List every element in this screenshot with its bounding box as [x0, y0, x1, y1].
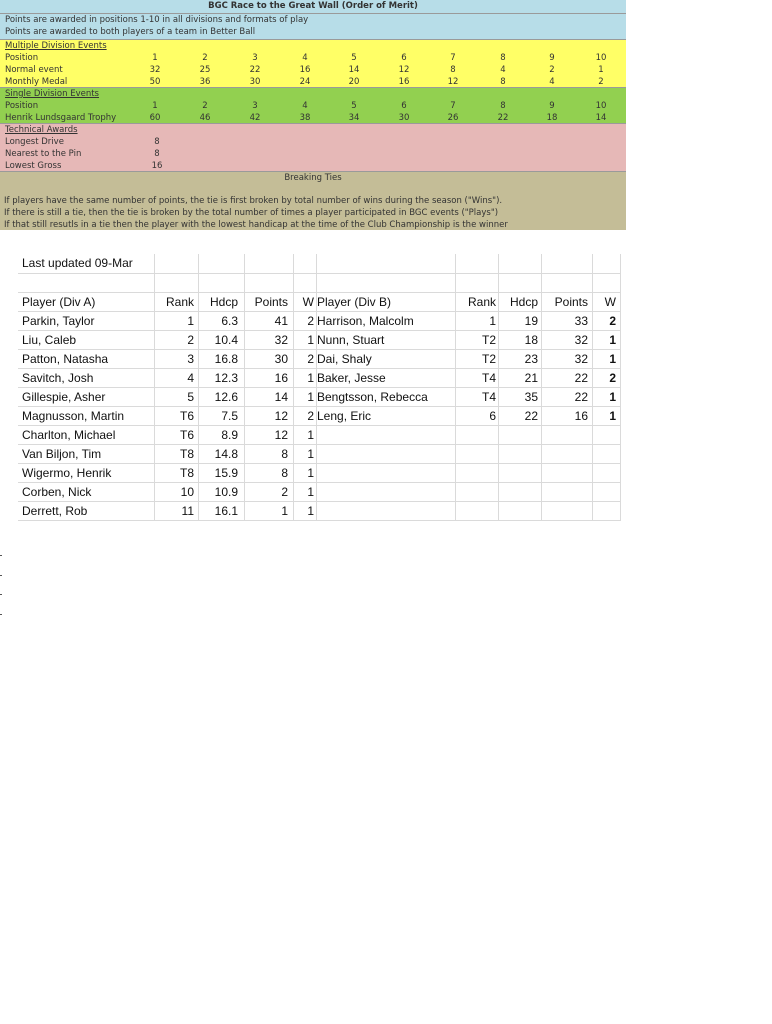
cell-w-a: 2	[307, 352, 314, 366]
rule-value: 16	[398, 77, 410, 87]
cell-points-b: 22	[574, 371, 588, 385]
cell-points-a: 12	[274, 428, 288, 442]
rule-value: 20	[348, 77, 360, 87]
rule-value: 25	[199, 65, 211, 75]
header-rank-b: Rank	[467, 295, 496, 309]
cell-w-a: 1	[307, 390, 314, 404]
rule-value: 14	[595, 113, 607, 123]
cell-hdcp-b: 35	[524, 390, 538, 404]
rule-value: 22	[497, 113, 509, 123]
header-rank-a: Rank	[165, 295, 194, 309]
multiple-position-row: Position 1 2 3 4 5 6 7 8 9 10	[0, 52, 626, 64]
cell-rank-a: T8	[179, 447, 194, 461]
cell-player-b: Dai, Shaly	[317, 352, 372, 366]
intro-line: Points are awarded to both players of a team in Better Ball	[5, 27, 256, 37]
grid-line	[293, 254, 294, 521]
award-value: 8	[154, 137, 160, 147]
table-row	[18, 407, 620, 426]
rule-value: 3	[252, 101, 258, 111]
cell-rank-a: 5	[187, 390, 194, 404]
rule-value: 2	[598, 77, 604, 87]
cell-player-a: Liu, Caleb	[22, 333, 77, 347]
single-position-row: Position 1 2 3 4 5 6 7 8 9 10	[0, 100, 626, 112]
cell-hdcp-a: 12.3	[214, 371, 238, 385]
cell-points-a: 1	[281, 504, 288, 518]
updated-row	[18, 254, 620, 274]
header-player-b: Player (Div B)	[317, 295, 392, 309]
award-label: Nearest to the Pin	[5, 149, 82, 159]
cell-hdcp-a: 7.5	[221, 409, 238, 423]
cell-hdcp-a: 10.4	[214, 333, 238, 347]
cell-player-b: Nunn, Stuart	[317, 333, 385, 347]
cell-player-a: Derrett, Rob	[22, 504, 88, 518]
rule-value: 8	[500, 53, 506, 63]
cell-points-a: 41	[274, 314, 288, 328]
cell-w-a: 1	[307, 485, 314, 499]
cell-rank-a: 11	[181, 504, 194, 518]
cell-player-b: Harrison, Malcolm	[317, 314, 414, 328]
cell-hdcp-b: 23	[524, 352, 538, 366]
cell-rank-b: T2	[481, 333, 496, 347]
rule-value: 6	[401, 53, 407, 63]
rule-value: 32	[149, 65, 161, 75]
cell-w-b: 1	[609, 352, 616, 366]
rule-value: 2	[202, 53, 208, 63]
award-value: 8	[154, 149, 160, 159]
rule-value: 1	[598, 65, 604, 75]
cell-hdcp-b: 19	[524, 314, 538, 328]
rules-sheet	[0, 0, 626, 230]
cell-hdcp-a: 15.9	[214, 466, 238, 480]
breaking-ties-band	[0, 171, 626, 230]
award-label: Longest Drive	[5, 137, 64, 147]
table-row	[18, 312, 620, 331]
cell-hdcp-a: 12.6	[214, 390, 238, 404]
rule-value: 12	[447, 77, 459, 87]
cell-rank-a: 10	[180, 485, 194, 499]
header-w-b: W	[604, 295, 616, 309]
cell-w-a: 1	[307, 428, 314, 442]
grid-line	[498, 254, 499, 521]
cell-player-b: Baker, Jesse	[317, 371, 386, 385]
cell-hdcp-b: 22	[524, 409, 538, 423]
table-row	[18, 464, 620, 483]
award-value: 16	[151, 161, 163, 171]
cell-rank-b: T4	[481, 371, 496, 385]
cell-rank-b: 1	[489, 314, 496, 328]
single-division-heading: Single Division Events	[5, 89, 99, 99]
header-hdcp-a: Hdcp	[209, 295, 238, 309]
rule-value: 8	[500, 101, 506, 111]
cell-points-b: 16	[574, 409, 588, 423]
table-row	[18, 388, 620, 407]
rule-value: 3	[252, 53, 258, 63]
header-w-a: W	[302, 295, 314, 309]
header-points-a: Points	[254, 295, 288, 309]
cell-w-a: 1	[307, 447, 314, 461]
rule-value: 6	[401, 101, 407, 111]
last-updated: Last updated 09-Mar	[22, 256, 133, 270]
tie-rule-line: If players have the same number of points, the tie is first broken by total number of wins during the season ("Wins").	[4, 196, 503, 206]
cell-rank-a: T6	[179, 409, 194, 423]
header-row	[18, 293, 620, 312]
header-hdcp-b: Hdcp	[509, 295, 538, 309]
grid-line	[154, 254, 155, 521]
single-division-band	[0, 87, 626, 123]
rule-value: 9	[549, 101, 555, 111]
cell-player-a: Van Biljon, Tim	[22, 447, 102, 461]
normal-event-row: Normal event 32 25 22 16 14 12 8 4 2 1	[0, 64, 626, 76]
cell-player-a: Gillespie, Asher	[22, 390, 106, 404]
rule-value: 1	[152, 53, 158, 63]
cell-rank-a: 4	[187, 371, 194, 385]
cell-points-a: 8	[281, 447, 288, 461]
cell-w-a: 2	[307, 409, 314, 423]
intro-line: Points are awarded in positions 1-10 in all divisions and formats of play	[5, 15, 309, 25]
grid-line	[541, 254, 542, 521]
cell-player-b: Leng, Eric	[317, 409, 372, 423]
cell-points-b: 33	[574, 314, 588, 328]
cell-hdcp-a: 8.9	[221, 428, 238, 442]
rule-value: 10	[595, 101, 607, 111]
grid-line	[592, 254, 593, 521]
rule-value: 26	[447, 113, 459, 123]
table-row	[18, 426, 620, 445]
rule-value: 2	[549, 65, 555, 75]
grid-line	[244, 254, 245, 521]
cell-points-b: 32	[574, 333, 588, 347]
rule-value: 10	[595, 53, 607, 63]
rule-value: 46	[199, 113, 211, 123]
tie-rule-line: If that still resutls in a tie then the player with the lowest handicap at the time of the Club Championship is the winner	[4, 220, 508, 230]
multiple-division-heading: Multiple Division Events	[5, 41, 107, 51]
rule-value: 5	[351, 101, 357, 111]
cell-hdcp-a: 10.9	[214, 485, 238, 499]
rule-value: 7	[450, 53, 456, 63]
header-points-b: Points	[554, 295, 588, 309]
rule-value: 9	[549, 53, 555, 63]
cell-player-a: Parkin, Taylor	[22, 314, 95, 328]
breaking-ties-heading: Breaking Ties	[284, 173, 342, 183]
rule-value: 30	[249, 77, 261, 87]
cell-player-a: Charlton, Michael	[22, 428, 116, 442]
rule-value: 4	[549, 77, 555, 87]
cell-hdcp-b: 18	[524, 333, 538, 347]
cell-rank-a: 1	[187, 314, 194, 328]
henrik-trophy-row: Henrik Lundsgaard Trophy 60 46 42 38 34 30 26 22 18 14	[0, 112, 626, 124]
grid-line	[455, 254, 456, 521]
cell-points-a: 14	[274, 390, 288, 404]
rule-value: 30	[398, 113, 410, 123]
rule-value: 38	[299, 113, 311, 123]
cell-player-b: Bengtsson, Rebecca	[317, 390, 428, 404]
cell-w-b: 2	[609, 314, 616, 328]
table-row	[18, 445, 620, 464]
multiple-division-band	[0, 39, 626, 87]
rule-value: 12	[398, 65, 410, 75]
cell-rank-a: 2	[187, 333, 194, 347]
cell-points-a: 2	[281, 485, 288, 499]
technical-awards-heading: Technical Awards	[5, 125, 78, 135]
spacer-row	[18, 274, 620, 293]
monthly-medal-row: Monthly Medal 50 36 30 24 20 16 12 8 4 2	[0, 76, 626, 88]
cell-points-b: 32	[574, 352, 588, 366]
rule-value: 18	[546, 113, 558, 123]
rule-value: 16	[299, 65, 311, 75]
cell-rank-b: 6	[489, 409, 496, 423]
rule-value: 5	[351, 53, 357, 63]
tie-rule-line: If there is still a tie, then the tie is broken by the total number of times a player participated in BGC events ("Plays")	[4, 208, 499, 218]
cell-w-a: 2	[307, 314, 314, 328]
rule-value: 1	[152, 101, 158, 111]
rule-value: 60	[149, 113, 161, 123]
cell-hdcp-b: 21	[524, 371, 538, 385]
rule-value: 4	[500, 65, 506, 75]
table-row	[18, 483, 620, 502]
header-player-a: Player (Div A)	[22, 295, 96, 309]
grid-line	[316, 254, 317, 521]
rule-value: 42	[249, 113, 261, 123]
cell-w-a: 1	[307, 333, 314, 347]
intro-band	[0, 13, 626, 39]
rule-value: 4	[302, 53, 308, 63]
table-row	[18, 502, 620, 521]
rule-value: 8	[450, 65, 456, 75]
grid-line	[198, 254, 199, 521]
cell-points-a: 32	[274, 333, 288, 347]
rule-value: 34	[348, 113, 360, 123]
rule-value: 50	[149, 77, 161, 87]
cell-w-a: 1	[307, 466, 314, 480]
cell-hdcp-a: 16.8	[214, 352, 238, 366]
cell-rank-b: T4	[481, 390, 496, 404]
rule-value: 24	[299, 77, 311, 87]
rule-value: 22	[249, 65, 261, 75]
cell-w-b: 2	[609, 371, 616, 385]
cell-w-b: 1	[609, 333, 616, 347]
grid-line	[620, 254, 621, 521]
table-row	[18, 331, 620, 350]
cell-player-a: Magnusson, Martin	[22, 409, 125, 423]
cell-w-a: 1	[307, 371, 314, 385]
rule-value: 36	[199, 77, 211, 87]
cell-points-a: 8	[281, 466, 288, 480]
cell-points-a: 16	[274, 371, 288, 385]
cell-rank-b: T2	[481, 352, 496, 366]
cell-player-a: Savitch, Josh	[22, 371, 94, 385]
cell-player-a: Corben, Nick	[22, 485, 92, 499]
cell-w-b: 1	[609, 390, 616, 404]
cell-points-a: 12	[274, 409, 288, 423]
technical-awards-band	[0, 123, 626, 171]
table-row	[18, 369, 620, 388]
rule-value: 14	[348, 65, 360, 75]
cell-w-a: 1	[307, 504, 314, 518]
rule-value: 2	[202, 101, 208, 111]
table-row	[18, 350, 620, 369]
cell-rank-a: T6	[179, 428, 194, 442]
cell-rank-a: 3	[187, 352, 194, 366]
rules-title: BGC Race to the Great Wall (Order of Merit)	[0, 0, 626, 14]
cell-player-a: Patton, Natasha	[22, 352, 109, 366]
cell-rank-a: T8	[179, 466, 194, 480]
cell-player-a: Wigermo, Henrik	[22, 466, 112, 480]
rule-value: 4	[302, 101, 308, 111]
rule-value: 7	[450, 101, 456, 111]
cell-hdcp-a: 6.3	[221, 314, 238, 328]
cell-w-b: 1	[609, 409, 616, 423]
rule-value: 8	[500, 77, 506, 87]
cell-points-b: 22	[574, 390, 588, 404]
award-label: Lowest Gross	[5, 161, 62, 171]
cell-hdcp-a: 14.8	[214, 447, 238, 461]
cell-points-a: 30	[274, 352, 288, 366]
cell-hdcp-a: 16.1	[214, 504, 238, 518]
